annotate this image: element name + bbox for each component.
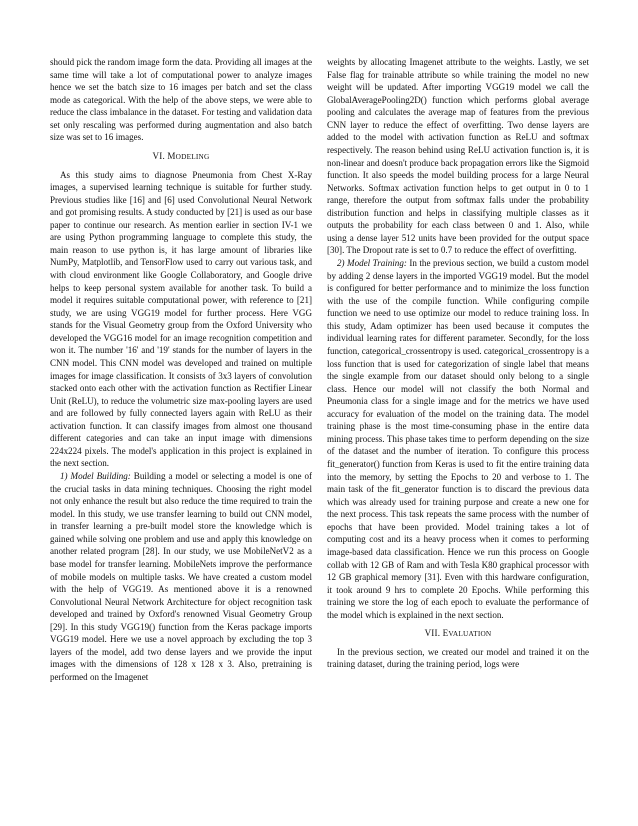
left-column — [50, 56, 312, 796]
paper-page — [50, 56, 589, 796]
paragraph-model-training: 2) Model Training: In the previous section, we build a custom model by adding 2 dense layers in the imported VGG19 model. But the model is configured for better performance and to minimize the loss function with the use of the compile function. While configuring compile function we need to use optimize our model to reduce training loss. In this study, Adam optimizer has been used because it computes the individual learning rates for different parameter. Secondly, for the loss function, categorical_crossentropy is used. categorical_crossentropy is a loss function that is used for categorization of single label that means the single example from our dataset should only belong to a single class. Hence our model will not classify the both Normal and Pneumonia class for a single image and for the metrics we have used accuracy for evaluation of the model on the training data. The model training phase is the most time-consuming phase in the entire data mining process. This phase takes time to perform depending on the size of the dataset and the number of iteration. To configure this process fit_generator() function from Keras is used to fit the entire training data into the memory, by setting the Epochs to 20 and verbose to 1. The main task of the fit_generator function is to discard the previous data which was already used for training purpose and create a new one for the next process. This task repeats the same process with the number of epochs that have been provided. Model training takes a lot of computing cost and its a heavy process when it comes to performing image-based data classification. Hence we run this process on Google collab with 12 GB of Ram and with Tesla K80 graphical processor with 12 GB graphical memory [31]. Even with this hardware configuration, it took around 9 hrs to complete 20 Epochs. While performing this training we store the log of each epoch to evaluate the performance of the model which is explained in the next section. — [327, 258, 589, 620]
paragraph: As this study aims to diagnose Pneumonia from Chest X-Ray images, a supervised learning technique is suitable for further study. Previous studies like [16] and [6] used Convolutional Neural Network and got promising results. A study conducted by [21] is used as our base paper to continue our research. As mention earlier in section IV-1 we are using Python programming language to complete this study, the main reason to use python is, it has large amount of libraries like NumPy, Matplotlib, and TensorFlow used to carry out various task, and with cloud environment like Google Collaboratory, and Google drive helps to keep personal system available for another task. To build a model it requires suitable computational power, with reference to [21] study, we are using VGG19 model for further process. Here VGG stands for the Visual Geometry group from the Oxford University who developed the VGG16 model for an image recognition competition and won it. The number '16' and '19' stands for the number of layers in the CNN model. This CNN model was developed and trained on multiple images for image classification. It consists of 3x3 layers of convolution stacked onto each other with the activation function as Rectifier Linear Unit (ReLU), to reduce the volumetric size max-pooling layers are used and are followed by fully connected layers again with ReLU as their activation function. It can classify images from almost one thousand different categories and can take an input image with dimensions 224x224 pixels. The model's application in this project is explained in the next section. — [50, 169, 312, 469]
paragraph: In the previous section, we created our model and trained it on the training dataset, during the training period, logs were — [327, 646, 589, 670]
section-heading-modeling: VI. MODELING — [152, 150, 210, 161]
section-heading-evaluation: VII. EVALUATION — [424, 628, 492, 639]
subsection-heading: 1) Model Building: — [60, 471, 131, 481]
paragraph-model-building: 1) Model Building: Building a model or selecting a model is one of the crucial tasks in data mining techniques. Choosing the right model not only enhance the result but also reduce the time required to train the model. In this study, we use transfer learning to build out CNN model, in transfer learning a pre-built model store the knowledge which is gained while solving one problem and use and apply this knowledge on another related program [28]. In our study, we use MobileNetV2 as a base model for transfer learning. MobileNets improve the performance of mobile models on multiple tasks. We have created a custom model with the help of VGG19. As mentioned above it is a renowned Convolutional Neural Network Architecture for object recognition task developed and trained by Oxford's renowned Visual Geometry Group [29]. In this study VGG19() function from the Keras package imports VGG19 model. Here we use a novel approach by excluding the top 3 layers of the model, add two dense layers and we provide the input images with the dimensions of 128 x 128 x 3. Also, pretraining is performed on the Imagenet — [50, 471, 312, 682]
subsection-heading: 2) Model Training: — [337, 258, 407, 268]
right-column — [327, 56, 589, 796]
paragraph: weights by allocating Imagenet attribute to the weights. Lastly, we set False flag for trainable attribute so while training the model no new weight will be updated. After importing VGG19 model we call the GlobalAveragePooling2D() function which performs global average pooling and calculates the average map of features from the previous CNN layer to reduce the effect of overfitting. Two dense layers are added to the model with activation function as ReLU and softmax respectively. The reason behind using ReLU activation function is, it is non-linear and doesn't produce back propagation errors like the Sigmoid function. It also speeds the model building process for a large Neural Networks. Softmax activation function helps to get output in 0 to 1 range, therefore the output from softmax falls under the probability distribution function and helps in classifying multiple classes as it outputs the probability for each class between 0 and 1. Also, while using a dense layer 512 units have been provided for the output space [30]. The Dropout rate is set to 0.7 to reduce the effect of overfitting. — [327, 57, 589, 256]
paragraph: should pick the random image form the data. Providing all images at the same time will take a lot of computational power to analyze images hence we set the batch size to 16 images per batch and set the class mode as categorical. With the help of the above steps, we were able to reduce the class imbalance in the dataset. For testing and validation data set only rescaling was performed during augmentation and also batch size was set to 16 images. — [50, 57, 312, 143]
